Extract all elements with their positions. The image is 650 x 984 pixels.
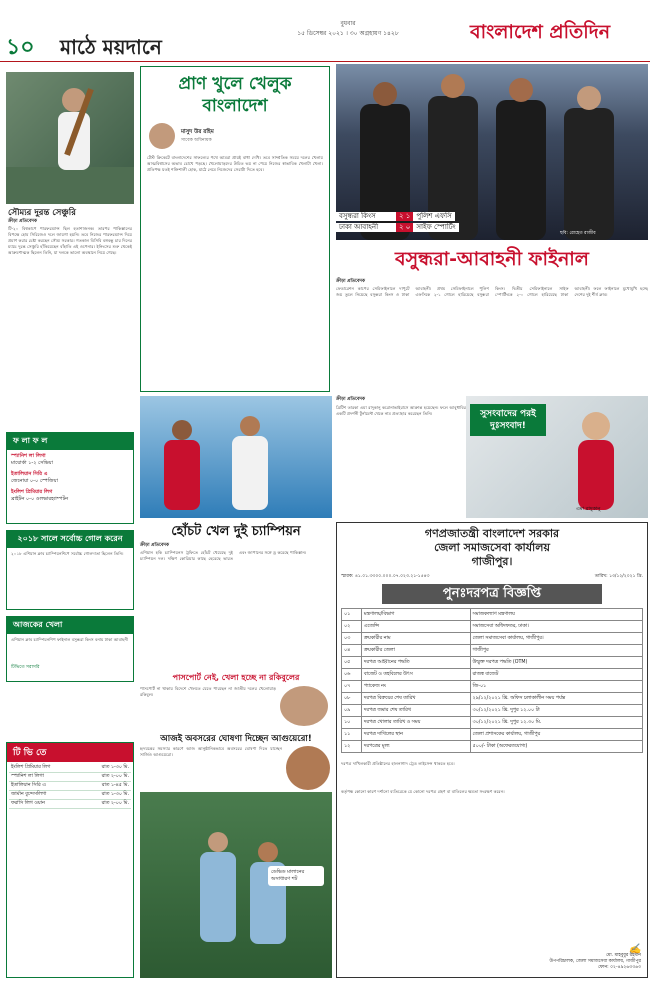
section-title: মাঠে ময়দানে bbox=[60, 35, 162, 59]
tender-table bbox=[341, 608, 643, 753]
opinion-body: টেস্ট ক্রিকেটে বাংলাদেশের সাফল্যের পথে আমরা প্রায়ই বাধা দেখি। তবে সাম্প্রতিক সময়ে দলের খেলায় আত্মবিশ্বাসের অভাব চোখে পড়ছে। খেলোয়াড়দের উচিত ভয় না পেয়ে নিজের স্বাভাবিক খেলাটা খেলা। প্রতিপক্ষ যতই শক্তিশালী হোক, মাঠে নেমে নিজেদের সেরাটা দিতে হবে। bbox=[147, 155, 323, 172]
score: ২ ১ bbox=[396, 212, 413, 221]
author-name: মাসুদ উর রহিম bbox=[181, 128, 214, 135]
tennis-text-block bbox=[336, 396, 466, 518]
row-value: জি-০১ bbox=[470, 681, 642, 693]
result-title: ইংলিশ প্রিমিয়ার লিগ bbox=[11, 489, 53, 495]
row-label: এজেন্সি bbox=[361, 621, 470, 633]
row-value: ৩০/১২/২০২১ খ্রি. দুপুর ১২.৩০ মি. bbox=[470, 717, 642, 729]
soumya-photo bbox=[6, 72, 134, 204]
tennis-caption: এমা রাদুকানু bbox=[576, 506, 601, 512]
row-label: দরপত্রের মূল্য bbox=[361, 741, 470, 753]
memo-number: স্মারক: ৪১.০১.৩৩০০.০০০.০৭.০২৩.২১-১৫৪৩ bbox=[341, 574, 430, 579]
final-byline: ক্রীড়া প্রতিবেদক bbox=[336, 279, 365, 284]
passport-headline: পাসপোর্ট নেই, খেলা হচ্ছে না রকিবুলের bbox=[172, 673, 300, 682]
row-number: ১০ bbox=[342, 717, 362, 729]
table-row bbox=[342, 705, 643, 717]
row-label: ক্রয়কারীর নাম bbox=[361, 633, 470, 645]
table-row bbox=[342, 741, 643, 753]
cricketer-illustration bbox=[6, 72, 134, 204]
row-value: গাজীপুর bbox=[470, 645, 642, 657]
opinion-box bbox=[140, 66, 330, 392]
tv-listing bbox=[9, 791, 131, 800]
table-row bbox=[342, 669, 643, 681]
row-label: দরপত্র আহ্বানের পদ্ধতি bbox=[361, 657, 470, 669]
row-label: দরপত্র জমার শেষ তারিখ bbox=[361, 705, 470, 717]
hockey-body: এশিয়ান হকি চ্যাম্পিয়নস ট্রফিতে হোঁচট খেয়েছে দুই চ্যাম্পিয়ন দল। দক্ষিণ কোরিয়ার কাছে হেরেছে ভারত এবং জাপানের সঙ্গে ড্র করেছে পাকিস্তান। bbox=[140, 550, 307, 561]
tennis-banner: সুসংবাদের পরই দুঃসংবাদ! bbox=[470, 404, 546, 436]
tennis-body: ব্রিটিশ তারকা এমা রাদুকানু করোনাভাইরাসে আক্রান্ত হয়েছেন। ফলে আবুধাবির একটি প্রদর্শনী টুর্নামেন্ট থেকে নাম প্রত্যাহার করেছেন তিনি। bbox=[336, 405, 466, 416]
row-number: ০১ bbox=[342, 609, 362, 621]
tv-event: স্প্যানিশ লা লিগা bbox=[11, 774, 44, 779]
district-line: গাজীপুর। bbox=[471, 555, 513, 568]
row-value: জেলা সমাজসেবা কার্যালয়, গাজীপুর। bbox=[470, 633, 642, 645]
row-label: দরপত্র খোলার তারিখ ও সময় bbox=[361, 717, 470, 729]
tv-box bbox=[6, 742, 134, 978]
masthead bbox=[0, 0, 650, 62]
table-row bbox=[342, 693, 643, 705]
score-panel bbox=[336, 212, 496, 232]
team-name: পুলিশ এফসি bbox=[413, 212, 454, 221]
row-number: ০৪ bbox=[342, 645, 362, 657]
result-text: জেনোয়া ০-০ স্পেজিয়া bbox=[11, 478, 58, 484]
score: ২ ০ bbox=[396, 223, 413, 232]
tv-event: ফরাসি লিগ ওয়ান bbox=[11, 801, 45, 806]
tv-time: রাত ১-৩০ মি. bbox=[101, 792, 129, 797]
final-body: ফেডারেশন কাপের সেমিফাইনালে দাপুটে জয় তুলে নিয়েছে বসুন্ধরা কিংস ও ঢাকা আবাহনী। প্রথম সেমিফাইনালে পুলিশ এফসিকে ২-১ গোলে হারিয়েছে বসুন্ধরা কিংস। দ্বিতীয় সেমিফাইনালে সাইফ স্পোর্টিংকে ২-০ গোলে হারিয়েছে ঢাকা আবাহনী। ফলে ফাইনালে মুখোমুখি হচ্ছে দেশের দুই শীর্ষ ক্লাব। bbox=[336, 286, 648, 297]
table-row bbox=[342, 609, 643, 621]
row-value: উন্মুক্ত দরপত্র পদ্ধতি (OTM) bbox=[470, 657, 642, 669]
tennis-byline: ক্রীড়া প্রতিবেদক bbox=[336, 397, 365, 402]
row-label: ক্রয়কারীর জেলা bbox=[361, 645, 470, 657]
tv-time: রাত ১-৪৫ মি. bbox=[101, 783, 129, 788]
office-line: জেলা সমাজসেবা কার্যালয় bbox=[434, 541, 550, 554]
announce-body: হৃদযন্ত্রের সমস্যার কারণে আজ আনুষ্ঠানিকভাবে অবসরের ঘোষণা দিতে যাচ্ছেন সার্জিও আগুয়েরো। bbox=[140, 746, 282, 757]
result-text: ব্রাইটন ০-০ ওলভারহ্যাম্পটন bbox=[11, 496, 69, 502]
tv-event: ইতালিয়ান সিরি এ bbox=[11, 783, 46, 788]
page-number: ১০ bbox=[6, 35, 35, 60]
tender-title: পুনঃদরপত্র বিজ্ঞপ্তি bbox=[382, 584, 602, 604]
signature: ✍ bbox=[628, 944, 641, 955]
tender-notice bbox=[336, 522, 648, 978]
row-number: ০৯ bbox=[342, 705, 362, 717]
record-box bbox=[6, 530, 134, 610]
result-text: মায়োর্কা ১-২ সেভিয়া bbox=[11, 460, 53, 466]
result-title: ইতালিয়ান সিরি এ bbox=[11, 471, 48, 477]
weekday: বুধবার bbox=[340, 20, 356, 27]
tv-listing bbox=[9, 773, 131, 782]
soumya-headline: সৌম্যর দুরন্ত সেঞ্চুরি bbox=[8, 208, 76, 218]
notice-date: তারিখ: ১৩/১২/২০২১ খ্রি. bbox=[594, 574, 643, 579]
row-value: রাজস্ব বাজেট bbox=[470, 669, 642, 681]
tv-title: টি ভি তে bbox=[7, 743, 133, 762]
aguero-photo bbox=[286, 746, 330, 790]
row-number: ১২ bbox=[342, 741, 362, 753]
tv-listing bbox=[9, 800, 131, 809]
team-name: সাইফ স্পোর্টিং bbox=[413, 223, 458, 232]
table-row bbox=[342, 729, 643, 741]
row-value: সমাজকল্যাণ মন্ত্রণালয় bbox=[470, 609, 642, 621]
rakibul-photo bbox=[280, 686, 328, 726]
soumya-body: টি-২০ বিশ্বকাপে পারফরম্যান্স ছিল হতাশাজনক। তারপর পাকিস্তানের বিপক্ষে হোম সিরিজেও দলে জায়গা হয়নি। তবে নিজের পারফরম্যান্স দিয়ে প্রমাণ করার চেষ্টা করছেন সৌম্য সরকার। গতকাল বিসিবি বঙ্গবন্ধু চার দিনের ম্যাচে দুরন্ত সেঞ্চুরি হাঁকিয়েছেন বাঁহাতি এই ওপেনার। ইনিংসের শুরু থেকেই আক্রমণাত্মক ছিলেন তিনি, যা দলকে ভালো অবস্থানে নিয়ে গেছে। bbox=[8, 226, 132, 255]
row-number: ০৬ bbox=[342, 669, 362, 681]
opinion-title: প্রাণ খুলে খেলুক বাংলাদেশ bbox=[178, 74, 292, 116]
row-number: ০২ bbox=[342, 621, 362, 633]
row-number: ০৫ bbox=[342, 657, 362, 669]
today-box bbox=[6, 616, 134, 682]
row-label: দরপত্র বিক্রয়ের শেষ তারিখ bbox=[361, 693, 470, 705]
hockey-photo bbox=[140, 396, 332, 518]
sign-name: মো. মাহবুবুর রহমান bbox=[606, 953, 641, 958]
row-number: ০৭ bbox=[342, 681, 362, 693]
row-label: বাজেট ও তহবিলের উৎস bbox=[361, 669, 470, 681]
row-label: প্যাকেজ নং bbox=[361, 681, 470, 693]
row-value: সমাজসেবা অধিদফতর, ঢাকা। bbox=[470, 621, 642, 633]
row-value: ৫০০/- টাকা (অফেরতযোগ্য) bbox=[470, 741, 642, 753]
tender-note: কর্তৃপক্ষ কোনো কারণ দর্শানো ব্যতিরেকে যে কোনো দরপত্র গ্রহণ বা বাতিলের ক্ষমতা সংরক্ষণ করেন। bbox=[341, 789, 505, 794]
row-label: দরপত্র দাখিলের স্থান bbox=[361, 729, 470, 741]
tv-listing bbox=[9, 764, 131, 773]
today-body: এশিয়ান ক্লাব চ্যাম্পিয়নশিপ ফাইনাল বসুন্ধরা কিংস বনাম ঢাকা আবাহনী bbox=[11, 637, 129, 642]
hockey-players-illustration bbox=[140, 396, 332, 518]
table-row bbox=[342, 633, 643, 645]
announce-headline: আজই অবসরের ঘোষণা দিচ্ছেন আগুয়েরো! bbox=[160, 734, 312, 744]
record-body: ২০১৮ এশিয়ান ক্লাব চ্যাম্পিয়নশিপে সর্বোচ্চ গোলদাতা ছিলেন তিনি। bbox=[11, 551, 124, 556]
author-role: সাবেক অধিনায়ক bbox=[181, 137, 212, 143]
gov-line: গণপ্রজাতন্ত্রী বাংলাদেশ সরকার bbox=[424, 527, 560, 540]
row-number: ০৮ bbox=[342, 693, 362, 705]
tv-listing bbox=[9, 782, 131, 791]
today-channel: টিভিতে সরাসরি bbox=[11, 665, 40, 670]
sign-phone: ফোন: ০২-৪৯২৬৩৩৬৩ bbox=[598, 965, 641, 970]
result-title: স্প্যানিশ লা লিগা bbox=[11, 453, 46, 459]
table-row bbox=[342, 621, 643, 633]
final-headline: বসুন্ধরা-আবাহনী ফাইনাল bbox=[395, 248, 589, 270]
author-avatar bbox=[149, 123, 175, 149]
tv-time: রাত ২-০০ মি. bbox=[101, 774, 129, 779]
tennis-photo bbox=[466, 396, 648, 518]
hockey-byline: ক্রীড়া প্রতিবেদক bbox=[140, 543, 169, 548]
table-row bbox=[342, 645, 643, 657]
record-title: ২০১৮ সালে সর্বোচ্চ গোল করেন bbox=[7, 531, 133, 548]
soumya-byline: ক্রীড়া প্রতিবেদক bbox=[8, 219, 37, 224]
table-row bbox=[342, 681, 643, 693]
row-label: মন্ত্রণালয়/বিভাগ bbox=[361, 609, 470, 621]
tv-event: ইংলিশ প্রিমিয়ার লিগ bbox=[11, 765, 51, 770]
team-name: বসুন্ধরা কিংস bbox=[336, 212, 396, 221]
today-title: আজকের খেলা bbox=[7, 617, 133, 634]
row-value: ৩০/১২/২০২১ খ্রি. দুপুর ১২.০০ টা bbox=[470, 705, 642, 717]
cricket-photo bbox=[140, 792, 332, 978]
newspaper-logo[interactable] bbox=[470, 20, 650, 60]
table-row bbox=[342, 657, 643, 669]
dateline: ১৫ ডিসেম্বর ২০২১ । ৩০ অগ্রহায়ণ ১৪২৮ bbox=[297, 30, 399, 37]
row-value: জেলা প্রশাসকের কার্যালয়, গাজীপুর bbox=[470, 729, 642, 741]
tv-time: রাত ২-০০ মি. bbox=[101, 801, 129, 806]
row-number: ১১ bbox=[342, 729, 362, 741]
logo-text: বাংলাদেশ প্রতিদিন bbox=[470, 21, 611, 43]
tv-event: জার্মান বুন্দেসলিগা bbox=[11, 792, 47, 797]
results-box bbox=[6, 432, 134, 524]
sign-role: উপপরিচালক, জেলা সমাজসেবা কার্যালয়, গাজীপুর bbox=[549, 959, 641, 964]
results-title: ফ লা ফ ল bbox=[7, 433, 133, 450]
row-value: ২৯/১২/২০২১ খ্রি. অফিস চলাকালীন সময় পর্যন্ত bbox=[470, 693, 642, 705]
passport-body: পাসপোর্ট না থাকায় বিদেশে খেলতে যেতে পারছেন না জাতীয় দলের খেলোয়াড় রকিবুল। bbox=[140, 686, 276, 697]
tv-time: রাত ১-৩০ মি. bbox=[101, 765, 129, 770]
photo-caption: ডেভিড মালানের অসাধারণ শট bbox=[268, 866, 324, 886]
photo-credit: ছবি: রোহেত রাজীব bbox=[560, 231, 596, 236]
tender-note: দরপত্র দাখিলকারী প্রতিষ্ঠানের হালনাগাদ ট্রেড লাইসেন্স থাকতে হবে। bbox=[341, 761, 455, 766]
hockey-headline: হোঁচট খেল দুই চ্যাম্পিয়ন bbox=[171, 524, 301, 539]
table-row bbox=[342, 717, 643, 729]
team-name: ঢাকা আবাহনী bbox=[336, 223, 396, 232]
row-number: ০৩ bbox=[342, 633, 362, 645]
